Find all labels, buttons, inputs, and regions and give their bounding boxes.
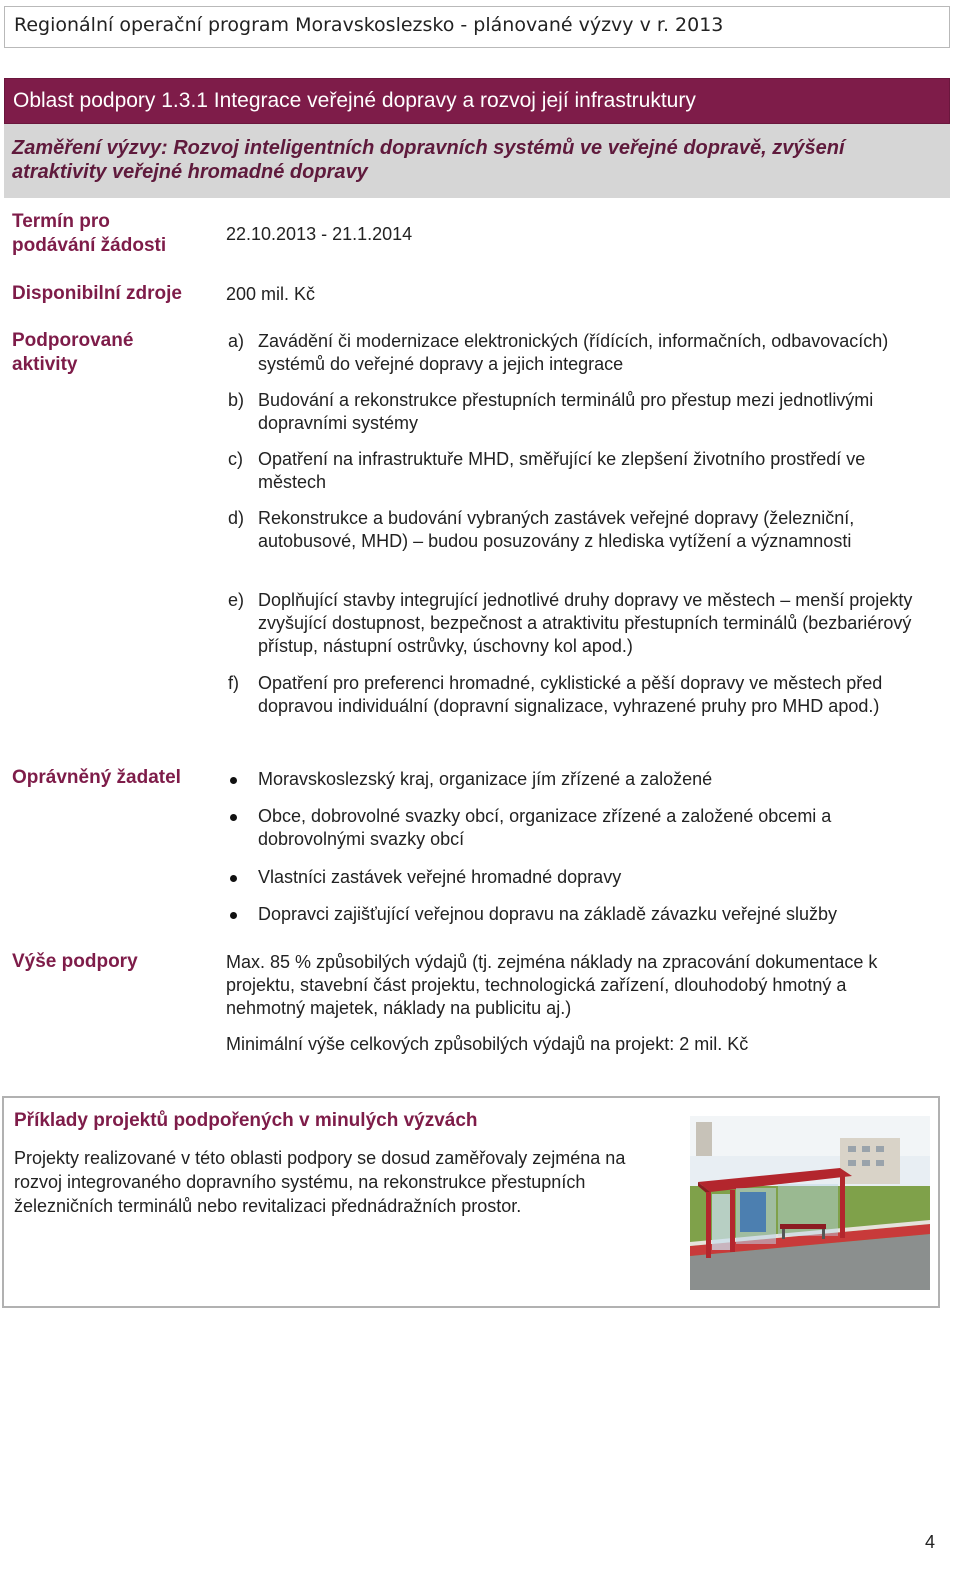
activity-text: Rekonstrukce a budování vybraných zastávek veřejné dopravy (železniční, autobusové, MHD) – budou posuzovány z hlediska vytížení a významnosti — [258, 508, 855, 551]
zadatel-item — [228, 903, 928, 926]
activity-text: Zavádění či modernizace elektronických (řídících, informačních, odbavovacích) systémů do veřejné dopravy a jejich integrace — [258, 331, 889, 374]
zadatel-text: Moravskoslezský kraj, organizace jím zřízené a založené — [258, 769, 713, 789]
activity-marker: a) — [228, 331, 245, 351]
activity-marker: b) — [228, 390, 245, 410]
activity-item-f — [228, 672, 928, 718]
activity-text: Doplňující stavby integrující jednotlivé druhy dopravy ve městech – menší projekty zvyšující dostupnost, bezpečnost a atraktivitu přestupních terminálů (bezbariérový přístup, nástupní ostrůvky, úschovny kol apod.) — [258, 590, 913, 656]
bus-shelter-photo — [690, 1116, 930, 1290]
bullet-icon — [230, 875, 237, 882]
activity-item-d — [228, 507, 928, 553]
activity-item-b — [228, 389, 928, 435]
zadatel-text: Dopravci zajišťující veřejnou dopravu na základě závazku veřejné služby — [258, 904, 838, 924]
activity-item-e — [228, 589, 928, 658]
aktivity-label: Podporované aktivity — [12, 330, 134, 375]
bullet-icon — [230, 777, 237, 784]
document-title: Regionální operační program Moravskoslezsko - plánované výzvy v r. 2013 — [14, 14, 724, 36]
zadatel-text: Vlastníci zastávek veřejné hromadné dopravy — [258, 867, 622, 887]
zdroje-label: Disponibilní zdroje — [12, 283, 182, 304]
activity-item-a — [228, 330, 928, 376]
vyse-minimum: Minimální výše celkových způsobilých výdajů na projekt: 2 mil. Kč — [226, 1034, 749, 1054]
zamereni-text: Zaměření výzvy: Rozvoj inteligentních dopravních systémů ve veřejné dopravě, zvýšení atraktivity veřejné hromadné dopravy — [12, 137, 845, 183]
zdroje-value: 200 mil. Kč — [226, 284, 316, 304]
bullet-icon — [230, 814, 237, 821]
zadatel-item — [228, 768, 928, 791]
zamereni-bar — [4, 124, 950, 198]
document-header — [4, 6, 950, 48]
vyse-label: Výše podpory — [12, 951, 138, 972]
zadatel-label: Oprávněný žadatel — [12, 767, 181, 788]
examples-box — [2, 1096, 940, 1308]
page-number: 4 — [925, 1532, 936, 1552]
bus-shelter-illustration — [690, 1116, 930, 1290]
zadatel-item — [228, 805, 928, 851]
termin-value: 22.10.2013 - 21.1.2014 — [226, 224, 413, 244]
examples-title: Příklady projektů podpořených v minulých výzvách — [14, 1110, 478, 1131]
termin-label: Termín pro podávání žádosti — [12, 211, 167, 256]
oblast-title: Oblast podpory 1.3.1 Integrace veřejné dopravy a rozvoj její infrastruktury — [13, 89, 696, 112]
activity-text: Opatření pro preferenci hromadné, cyklistické a pěší dopravy ve městech před dopravou individuální (dopravní signalizace, vyhrazené pruhy pro MHD apod.) — [258, 673, 883, 716]
zadatel-text: Obce, dobrovolné svazky obcí, organizace zřízené a založené obcemi a dobrovolnými svazky obcí — [258, 806, 832, 849]
vyse-text: Max. 85 % způsobilých výdajů (tj. zejména náklady na zpracování dokumentace k projektu, stavební část projektu, technologická zařízení, dlouhodobý hmotný a nehmotný majetek, náklady na publicitu aj.) — [226, 952, 878, 1018]
activity-text: Opatření na infrastruktuře MHD, směřující ke zlepšení životního prostředí ve městech — [258, 449, 866, 492]
oblast-title-bar — [4, 78, 950, 124]
bullet-icon — [230, 912, 237, 919]
activity-marker: c) — [228, 449, 243, 469]
examples-text: Projekty realizované v této oblasti podpory se dosud zaměřovaly zejména na rozvoj integrovaného dopravního systému, na rekonstrukce přestupních železničních terminálů nebo revitalizaci přednádražních prostor. — [14, 1148, 626, 1216]
activity-marker: e) — [228, 590, 245, 610]
activity-item-c — [228, 448, 928, 494]
activity-text: Budování a rekonstrukce přestupních terminálů pro přestup mezi jednotlivými dopravními systémy — [258, 390, 874, 433]
activity-marker: f) — [228, 673, 239, 693]
activity-marker: d) — [228, 508, 245, 528]
zadatel-item — [228, 866, 928, 889]
